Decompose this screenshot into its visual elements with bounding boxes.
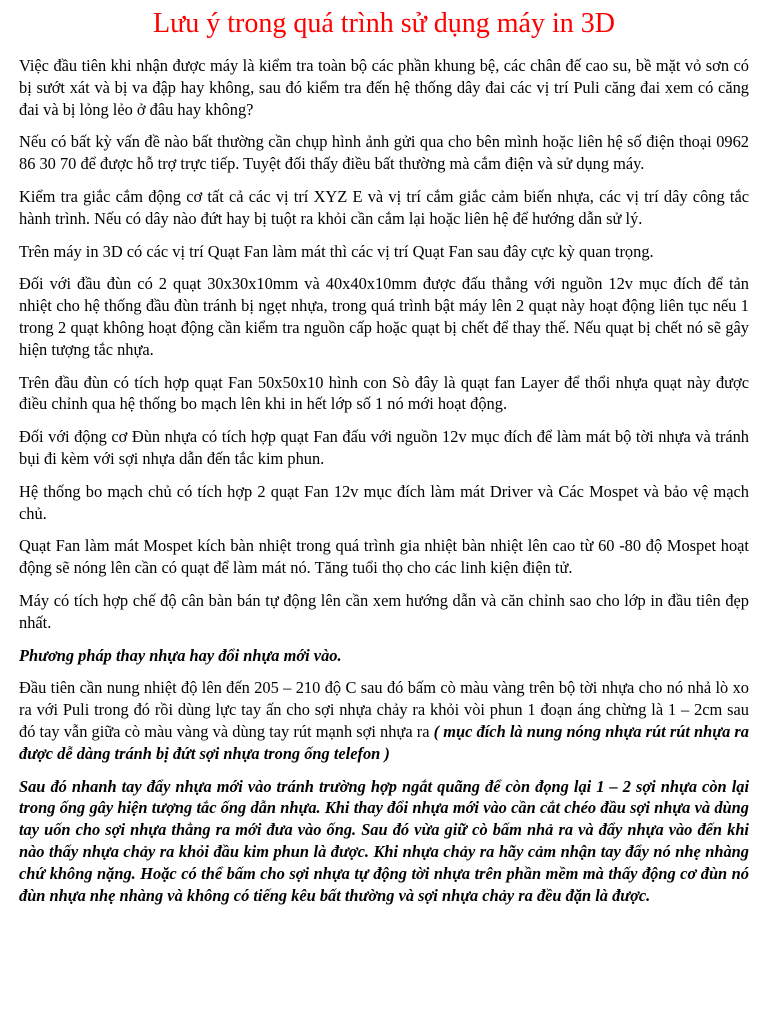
paragraph-filament-load: Sau đó nhanh tay đẩy nhựa mới vào tránh trường hợp ngắt quãng để còn đọng lại 1 – 2 sợi nhựa còn lại trong ống gây hiện tượng tắc ống dẫn nhựa. Khi thay đổi nhựa mới vào cần cắt chéo đầu sợi nhựa và dùng tay uốn cho sợi nhựa thẳng ra mới đưa vào ống. Sau đó vừa giữ cò bấm nhả ra và đẩy nhựa vào đến khi nào thấy nhựa chảy ra khỏi đầu kim phun là được. Khi nhựa chảy ra hãy cảm nhận tay đẩy nó nhẹ nhàng chứ không nặng. Hoặc có thể bấm cho sợi nhựa tự động tời nhựa trên phần mềm mà thấy động cơ đùn nó đùn nhựa nhẹ nhàng và không có tiếng kêu bất thường và sợi nhựa chảy ra đều đặn là được. <box>19 776 749 905</box>
paragraph-connector-check: Kiểm tra giắc cắm động cơ tất cả các vị trí XYZ E và vị trí cắm giắc cảm biến nhựa, các vị trí dây công tắc hành trình. Nếu có dây nào đứt hay bị tuột ra khỏi cần cắm lại hoặc liên hệ để hướng dẫn sử lý. <box>19 186 749 228</box>
paragraph-mosfet-fan: Quạt Fan làm mát Mospet kích bàn nhiệt trong quá trình gia nhiệt bàn nhiệt lên cao từ 60 -80 độ Mospet hoạt động sẽ nóng lên cần có quạt để làm mát nó. Tăng tuổi thọ cho các linh kiện điện tử. <box>19 536 749 578</box>
section-heading-filament-change: Phương pháp thay nhựa hay đổi nhựa mới vào. <box>19 645 342 665</box>
paragraph-filament-unload <box>19 677 749 764</box>
paragraph-support-contact: Nếu có bất kỳ vấn đề nào bất thường cần chụp hình ảnh gửi qua cho bên mình hoặc liên hệ số điện thoại 0962 86 30 70 để được hỗ trợ trực tiếp. Tuyệt đối thấy điều bất thường mà cắm điện và sử dụng máy. <box>19 132 749 174</box>
paragraph-extruder-fan: Đối với động cơ Đùn nhựa có tích hợp quạt Fan đấu với nguồn 12v mục đích để làm mát bộ tời nhựa và tránh bụi đi kèm với sợi nhựa dẫn đến tắc kim phun. <box>19 427 749 468</box>
page-title: Lưu ý trong quá trình sử dụng máy in 3D <box>153 8 615 39</box>
paragraph-hotend-fans: Đối với đầu đùn có 2 quạt 30x30x10mm và 40x40x10mm được đấu thẳng với nguồn 12v mục đích để tản nhiệt cho hệ thống đầu đùn tránh bị ngẹt nhựa, trong quá trình bật máy lên 2 quạt này hoạt động liên tục nếu 1 trong 2 quạt không hoạt động cần kiểm tra nguồn cấp hoặc quạt bị chết để thay thế. Nếu quạt bị chết nó sẽ gây hiện tượng tắc nhựa. <box>19 274 749 359</box>
paragraph-filament-unload-note: ( mục đích là nung nóng nhựa rút rút nhựa ra được dễ dàng tránh bị đứt sợi nhựa trong ống telefon ) <box>19 721 749 763</box>
paragraph-layer-fan: Trên đầu đùn có tích hợp quạt Fan 50x50x10 hình con Sò đây là quạt fan Layer để thổi nhựa quạt này được điều chỉnh qua hệ thống bo mạch lên khi in hết lớp số 1 nó mới hoạt động. <box>19 372 749 414</box>
paragraph-filament-unload-text: Đầu tiên cần nung nhiệt độ lên đến 205 – 210 độ C sau đó bấm cò màu vàng trên bộ tời nhựa cho nó nhả lò xo ra với Puli trong đó rồi dùng lực tay ấn cho sợi nhựa chảy ra khỏi vòi phun 1 đoạn áng chừng là 1 – 2cm sau đó tay vẫn giữa cò màu vàng và dùng tay rút mạnh sợi nhựa ra <box>19 678 749 741</box>
paragraph-bed-leveling: Máy có tích hợp chế độ cân bàn bán tự động lên cần xem hướng dẫn và căn chỉnh sao cho lớp in đầu tiên đẹp nhất. <box>19 590 749 632</box>
paragraph-inspection: Việc đầu tiên khi nhận được máy là kiểm tra toàn bộ các phần khung bệ, các chân đế cao su, bề mặt vỏ sơn có bị sướt xát và bị va đập hay không, sau đó kiểm tra đến hệ thống dây đai các vị trí Puli căng đai xem có căng đai và bị lỏng lẻo ở đâu hay không? <box>19 56 749 119</box>
paragraph-fan-intro: Trên máy in 3D có các vị trí Quạt Fan làm mát thì các vị trí Quạt Fan sau đây cực kỳ quan trọng. <box>19 241 654 261</box>
paragraph-mainboard-fans: Hệ thống bo mạch chủ có tích hợp 2 quạt Fan 12v mục đích làm mát Driver và Các Mospet và bảo vệ mạch chủ. <box>19 481 749 523</box>
